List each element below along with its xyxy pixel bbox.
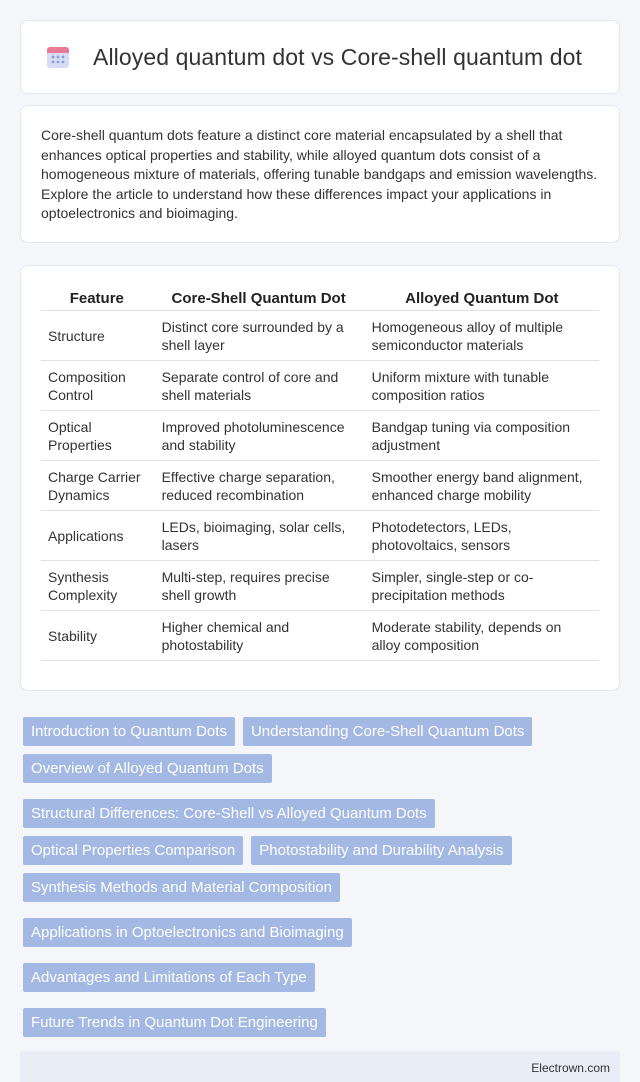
core-shell-cell: Separate control of core and shell materials xyxy=(153,361,365,411)
feature-cell: Applications xyxy=(41,511,153,561)
tag-alloyed-overview[interactable]: Overview of Alloyed Quantum Dots xyxy=(23,754,272,783)
tag-photostability[interactable]: Photostability and Durability Analysis xyxy=(251,836,511,865)
alloyed-cell: Homogeneous alloy of multiple semiconductor materials xyxy=(365,311,599,361)
core-shell-cell: Effective charge separation, reduced recombination xyxy=(153,461,365,511)
comparison-table-card xyxy=(20,265,620,691)
footer xyxy=(20,1051,620,1082)
tag-synthesis-methods[interactable]: Synthesis Methods and Material Composition xyxy=(23,873,340,902)
tag-applications[interactable]: Applications in Optoelectronics and Bioimaging xyxy=(23,918,352,947)
calendar-grid-icon xyxy=(45,44,71,70)
table-row xyxy=(41,411,599,461)
table-row xyxy=(41,611,599,661)
tag-core-shell[interactable]: Understanding Core-Shell Quantum Dots xyxy=(243,717,532,746)
feature-cell: Stability xyxy=(41,611,153,661)
table-row xyxy=(41,461,599,511)
footer-site-name: Electrown.com xyxy=(531,1061,610,1075)
tag-structural-differences[interactable]: Structural Differences: Core-Shell vs Alloyed Quantum Dots xyxy=(23,799,435,828)
core-shell-cell: Distinct core surrounded by a shell layer xyxy=(153,311,365,361)
alloyed-cell: Photodetectors, LEDs, photovoltaics, sensors xyxy=(365,511,599,561)
column-header-feature: Feature xyxy=(41,288,153,311)
column-header-alloyed: Alloyed Quantum Dot xyxy=(365,288,599,311)
table-row xyxy=(41,361,599,411)
feature-cell: Synthesis Complexity xyxy=(41,561,153,611)
table-header-row xyxy=(41,288,599,311)
feature-cell: Charge Carrier Dynamics xyxy=(41,461,153,511)
alloyed-cell: Moderate stability, depends on alloy composition xyxy=(365,611,599,661)
title-card xyxy=(20,20,620,94)
topic-tags xyxy=(20,717,600,1037)
tag-future-trends[interactable]: Future Trends in Quantum Dot Engineering xyxy=(23,1008,326,1037)
feature-cell: Optical Properties xyxy=(41,411,153,461)
intro-paragraph: Core-shell quantum dots feature a distinct core material encapsulated by a shell that enhances optical properties and stability, while alloyed quantum dots consist of a homogeneous mixture of materials, offering tunable bandgaps and emission wavelengths. Explore the article to understand how these differences impact your applications in optoelectronics and bioimaging. xyxy=(41,127,598,221)
core-shell-cell: Improved photoluminescence and stability xyxy=(153,411,365,461)
tag-advantages-limitations[interactable]: Advantages and Limitations of Each Type xyxy=(23,963,315,992)
core-shell-cell: Higher chemical and photostability xyxy=(153,611,365,661)
page-title: Alloyed quantum dot vs Core-shell quantum dot xyxy=(93,43,583,70)
column-header-core-shell: Core-Shell Quantum Dot xyxy=(153,288,365,311)
alloyed-cell: Smoother energy band alignment, enhanced charge mobility xyxy=(365,461,599,511)
alloyed-cell: Bandgap tuning via composition adjustment xyxy=(365,411,599,461)
table-row xyxy=(41,311,599,361)
comparison-table xyxy=(41,288,599,661)
alloyed-cell: Simpler, single-step or co-precipitation methods xyxy=(365,561,599,611)
core-shell-cell: LEDs, bioimaging, solar cells, lasers xyxy=(153,511,365,561)
tag-introduction[interactable]: Introduction to Quantum Dots xyxy=(23,717,235,746)
feature-cell: Composition Control xyxy=(41,361,153,411)
intro-card xyxy=(20,105,620,243)
feature-cell: Structure xyxy=(41,311,153,361)
table-row xyxy=(41,561,599,611)
table-row xyxy=(41,511,599,561)
tag-optical-properties[interactable]: Optical Properties Comparison xyxy=(23,836,243,865)
core-shell-cell: Multi-step, requires precise shell growth xyxy=(153,561,365,611)
alloyed-cell: Uniform mixture with tunable composition ratios xyxy=(365,361,599,411)
